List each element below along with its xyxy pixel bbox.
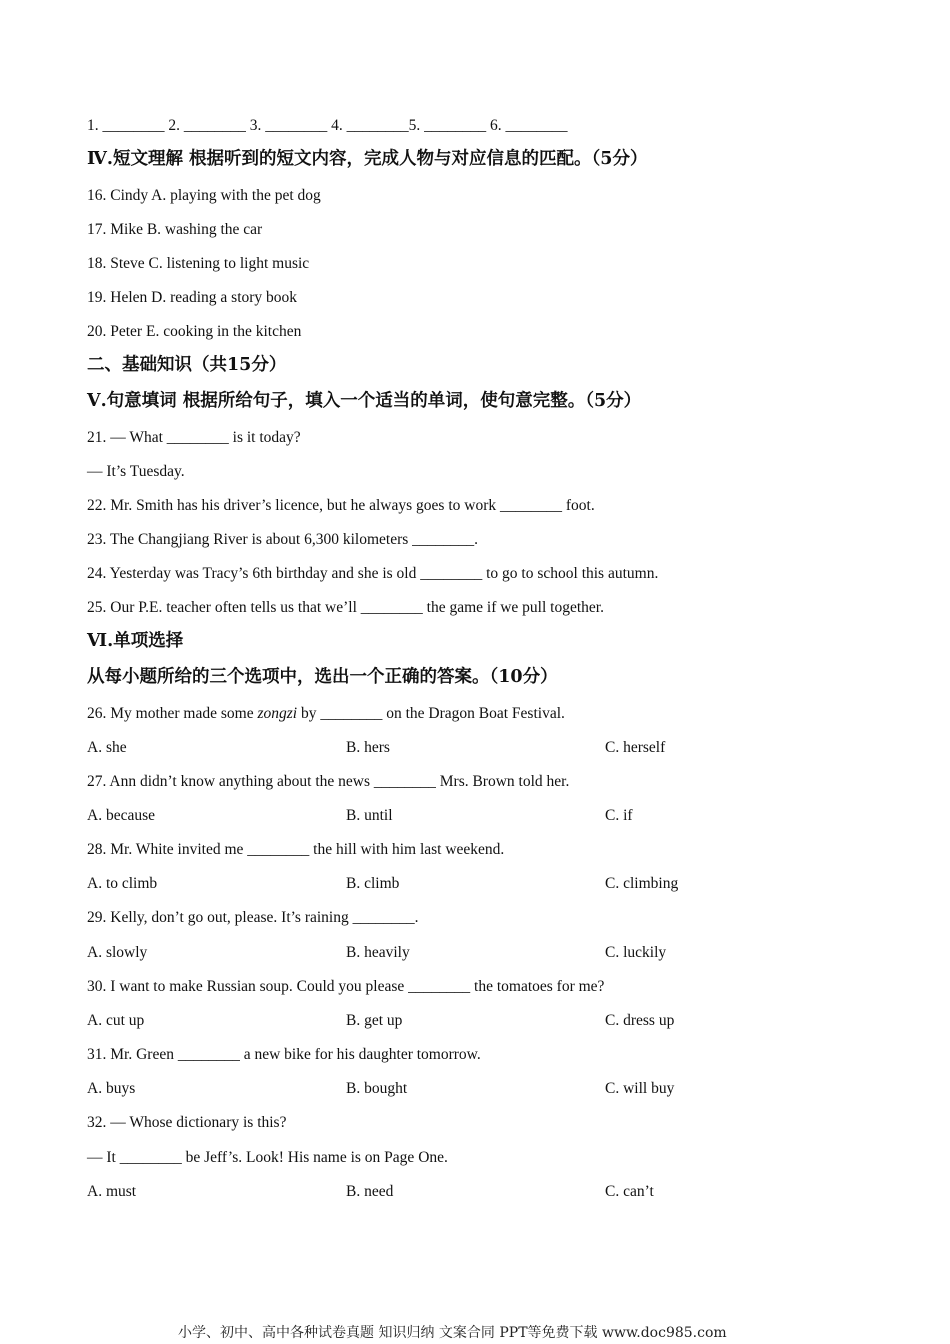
q31-option-b: B. bought — [346, 1080, 408, 1097]
q26-option-a: A. she — [87, 739, 127, 756]
q30-option-a: A. cut up — [87, 1012, 145, 1029]
fill-item-21-answer: — It’s Tuesday. — [87, 463, 185, 480]
section-6-heading: Ⅵ.单项选择 — [87, 631, 184, 651]
question-32: 32. — Whose dictionary is this? — [87, 1114, 287, 1131]
q32-option-a: A. must — [87, 1183, 137, 1200]
question-26-before: 26. My mother made some — [87, 705, 258, 722]
match-item-20: 20. Peter E. cooking in the kitchen — [87, 323, 302, 340]
part-2-heading: 二、基础知识（共15分） — [87, 355, 287, 375]
section-5-heading: Ⅴ.句意填词 根据所给句子，填入一个适当的单词，使句意完整。（5分） — [87, 391, 642, 411]
match-item-17: 17. Mike B. washing the car — [87, 221, 263, 238]
q28-option-b: B. climb — [346, 875, 400, 892]
fill-item-23: 23. The Changjiang River is about 6,300 kilometers ________. — [87, 531, 479, 548]
section-6-instruction: 从每小题所给的三个选项中，选出一个正确的答案。（10分） — [87, 667, 558, 687]
question-28: 28. Mr. White invited me ________ the hill with him last weekend. — [87, 841, 505, 858]
question-29: 29. Kelly, don’t go out, please. It’s raining ________. — [87, 909, 419, 926]
q27-option-c: C. if — [605, 807, 633, 824]
q26-option-c: C. herself — [605, 739, 666, 756]
fill-item-24: 24. Yesterday was Tracy’s 6th birthday and she is old ________ to go to school this autumn. — [87, 565, 659, 582]
fill-item-22: 22. Mr. Smith has his driver’s licence, but he always goes to work ________ foot. — [87, 497, 595, 514]
fill-item-25: 25. Our P.E. teacher often tells us that we’ll ________ the game if we pull together. — [87, 599, 604, 616]
q27-option-b: B. until — [346, 807, 393, 824]
q29-option-a: A. slowly — [87, 944, 148, 961]
q29-option-c: C. luckily — [605, 944, 667, 961]
match-item-18: 18. Steve C. listening to light music — [87, 255, 310, 272]
q28-option-a: A. to climb — [87, 875, 158, 892]
fill-item-21: 21. — What ________ is it today? — [87, 429, 301, 446]
page-footer: 小学、初中、高中各种试卷真题 知识归纳 文案合同 PPT等免费下载 www.doc985.com — [178, 1325, 727, 1341]
question-26-italic: zongzi — [257, 705, 298, 722]
q32-option-c: C. can’t — [605, 1183, 654, 1200]
q29-option-b: B. heavily — [346, 944, 410, 961]
match-item-19: 19. Helen D. reading a story book — [87, 289, 298, 306]
q30-option-b: B. get up — [346, 1012, 403, 1029]
q28-option-c: C. climbing — [605, 875, 679, 892]
match-item-16: 16. Cindy A. playing with the pet dog — [87, 187, 321, 204]
answer-blanks-line: 1. ________ 2. ________ 3. ________ 4. ________5. ________ 6. ________ — [87, 117, 568, 134]
q31-option-a: A. buys — [87, 1080, 136, 1097]
q31-option-c: C. will buy — [605, 1080, 675, 1097]
question-32-reply: — It ________ be Jeff’s. Look! His name is on Page One. — [87, 1149, 448, 1166]
question-26-after: by ________ on the Dragon Boat Festival. — [297, 705, 565, 722]
question-27: 27. Ann didn’t know anything about the news ________ Mrs. Brown told her. — [87, 773, 570, 790]
question-26 — [87, 704, 565, 724]
q27-option-a: A. because — [87, 807, 155, 824]
q26-option-b: B. hers — [346, 739, 390, 756]
question-31: 31. Mr. Green ________ a new bike for his daughter tomorrow. — [87, 1046, 481, 1063]
q30-option-c: C. dress up — [605, 1012, 675, 1029]
section-4-heading: Ⅳ.短文理解 根据听到的短文内容，完成人物与对应信息的匹配。（5分） — [87, 149, 648, 169]
q32-option-b: B. need — [346, 1183, 394, 1200]
question-30: 30. I want to make Russian soup. Could you please ________ the tomatoes for me? — [87, 978, 605, 995]
